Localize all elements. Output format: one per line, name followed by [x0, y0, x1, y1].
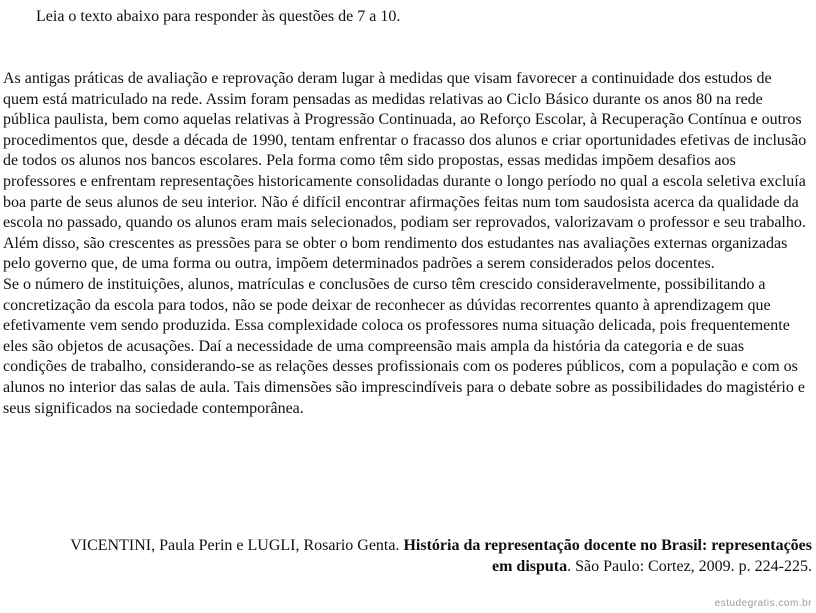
bibliographic-citation [52, 536, 812, 577]
passage-paragraph-2: Se o número de instituições, alunos, matrículas e conclusões de curso têm crescido consideravelmente, possibilitando a concretização da escola para todos, não se pode deixar de reconhecer as dúvidas recorrentes quanto à aprendizagem que efetivamente vem sendo produzida. Essa complexidade coloca os professores numa situação delicada, pois frequentemente eles são objetos de acusações. Daí a necessidade de uma compreensão mais ampla da história da categoria e de suas condições de trabalho, considerando-se as relações desses profissionais com os poderes públicos, com a população e com os alunos no interior das salas de aula. Tais dimensões são imprescindíveis para o debate sobre as possibilidades do magistério e seus significados na sociedade contemporânea. [3, 275, 805, 417]
citation-title: História da representação docente no Brasil: representações em disputa [403, 537, 812, 575]
citation-publication: . São Paulo: Cortez, 2009. p. 224-225. [567, 557, 812, 575]
instruction-text: Leia o texto abaixo para responder às questões de 7 a 10. [36, 8, 401, 25]
passage-paragraph-1: As antigas práticas de avaliação e reprovação deram lugar à medidas que visam favorecer a continuidade dos estudos de quem está matriculado na rede. Assim foram pensadas as medidas relativas ao Ciclo Básico durante os anos 80 na rede pública paulista, bem como aquelas relativas à Progressão Continuada, ao Reforço Escolar, à Recuperação Contínua e outros procedimentos que, desde a década de 1990, tentam enfrentar o fracasso dos alunos e criar oportunidades efetivas de inclusão de todos os alunos nos bancos escolares. Pela forma como têm sido propostas, essas medidas impõem desafios aos professores e enfrentam representações historicamente consolidadas durante o longo período no qual a escola seletiva excluía boa parte de seus alunos de seu interior. Não é difícil encontrar afirmações feitas num tom saudosista acerca da qualidade da escola no passado, quando os alunos eram mais selecionados, podiam ser reprovados, valorizavam o professor e seu trabalho. Além disso, são crescentes as pressões para se obter o bom rendimento dos estudantes nas avaliações externas organizadas pelo governo que, de uma forma ou outra, impõem determinados padrões a serem considerados pelos docentes. [3, 70, 807, 273]
citation-authors: VICENTINI, Paula Perin e LUGLI, Rosario Genta. [70, 537, 404, 554]
reading-passage [3, 69, 811, 419]
site-watermark: estudegratis.com.br [714, 598, 812, 609]
